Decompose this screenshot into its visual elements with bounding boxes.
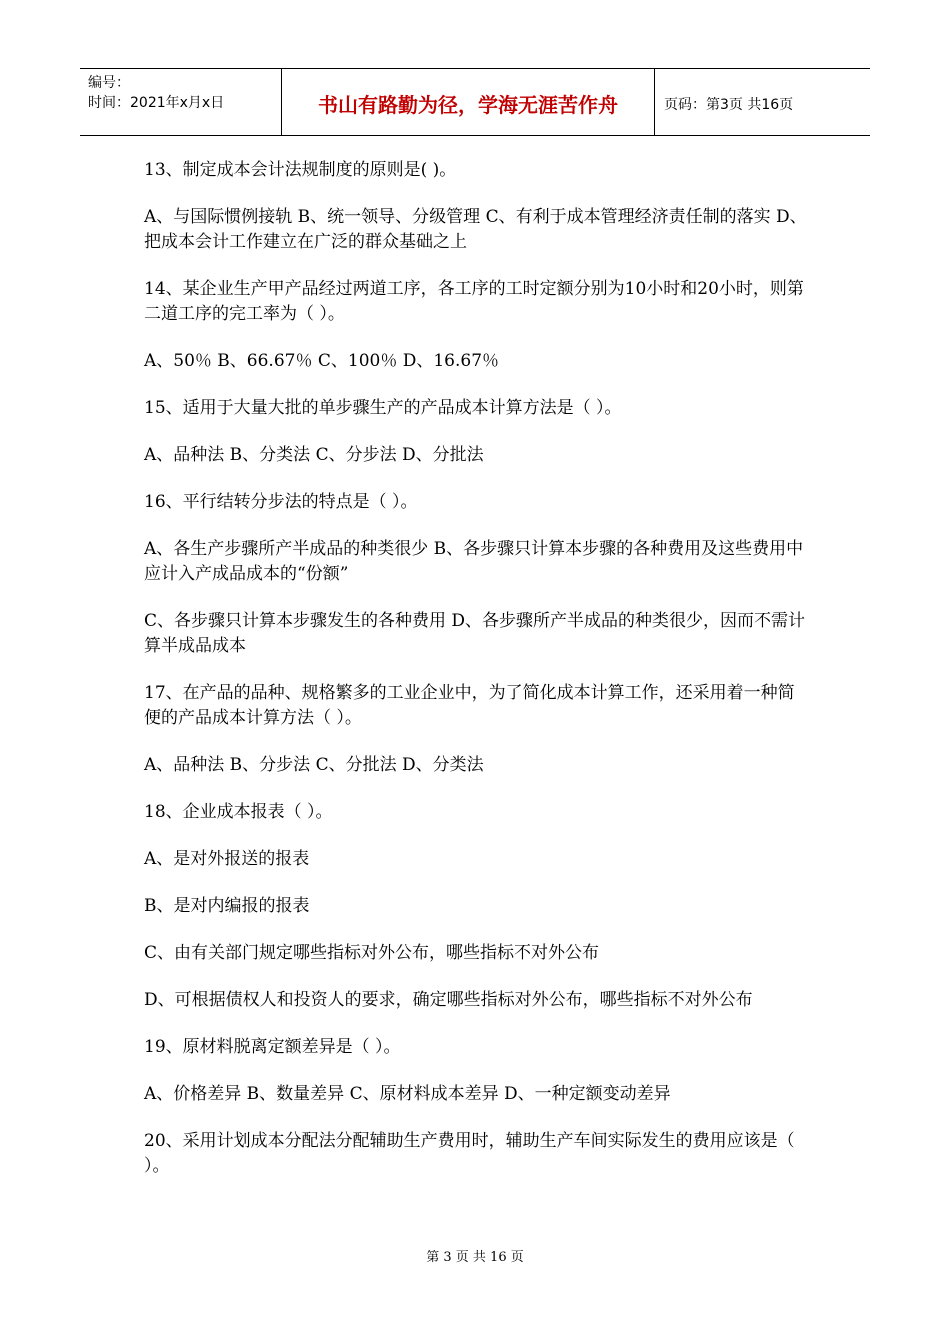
header-meta: [88, 73, 224, 113]
question-17-options: A、品种法 B、分步法 C、分批法 D、分类法: [144, 755, 484, 775]
question-15-options: A、品种法 B、分类法 C、分步法 D、分批法: [144, 445, 484, 465]
question-18-option-b: B、是对内编报的报表: [144, 896, 310, 916]
question-19: 19、原材料脱离定额差异是（ ）。: [144, 1037, 401, 1057]
question-16: 16、平行结转分步法的特点是（ ）。: [144, 492, 418, 512]
header-motto: 书山有路勤为径，学海无涯苦作舟: [318, 93, 618, 117]
question-13-options: A、与国际惯例接轨 B、统一领导、分级管理 C、有利于成本管理经济责任制的落实 D、把成本会计工作建立在广泛的群众基础之上: [144, 207, 807, 252]
question-14: 14、某企业生产甲产品经过两道工序，各工序的工时定额分别为10小时和20小时，则第二道工序的完工率为（ ）。: [144, 279, 804, 324]
question-17: 17、在产品的品种、规格繁多的工业企业中，为了简化成本计算工作，还采用着一种简便的产品成本计算方法（ ）。: [144, 683, 795, 728]
question-18-option-a: A、是对外报送的报表: [144, 849, 310, 869]
header-divider-right: [654, 69, 655, 135]
question-18-option-c: C、由有关部门规定哪些指标对外公布，哪些指标不对外公布: [144, 943, 600, 963]
document-body: [144, 158, 810, 1201]
question-16-options-ab: A、各生产步骤所产半成品的种类很少 B、各步骤只计算本步骤的各种费用及这些费用中应计入产成品成本的“份额”: [144, 539, 804, 584]
question-19-options: A、价格差异 B、数量差异 C、原材料成本差异 D、一种定额变动差异: [144, 1084, 671, 1104]
question-14-options: A、50％ B、66.67％ C、100％ D、16.67％: [144, 351, 500, 371]
page-header: [80, 68, 870, 136]
question-16-options-cd: C、各步骤只计算本步骤发生的各种费用 D、各步骤所产半成品的种类很少，因而不需计算半成品成本: [144, 611, 806, 656]
question-15: 15、适用于大量大批的单步骤生产的产品成本计算方法是（ ）。: [144, 398, 622, 418]
time-label: 时间：2021年x月x日: [88, 95, 225, 111]
question-18: 18、企业成本报表（ ）。: [144, 802, 333, 822]
question-20: 20、采用计划成本分配法分配辅助生产费用时，辅助生产车间实际发生的费用应该是（ ）。: [144, 1131, 795, 1176]
question-18-option-d: D、可根据债权人和投资人的要求，确定哪些指标对外公布，哪些指标不对外公布: [144, 990, 753, 1010]
header-page-info: 页码：第3页 共16页: [664, 97, 794, 113]
page-footer: 第 3 页 共 16 页: [426, 1250, 524, 1265]
number-label: 编号：: [88, 75, 130, 91]
question-13: 13、制定成本会计法规制度的原则是( )。: [144, 160, 457, 180]
